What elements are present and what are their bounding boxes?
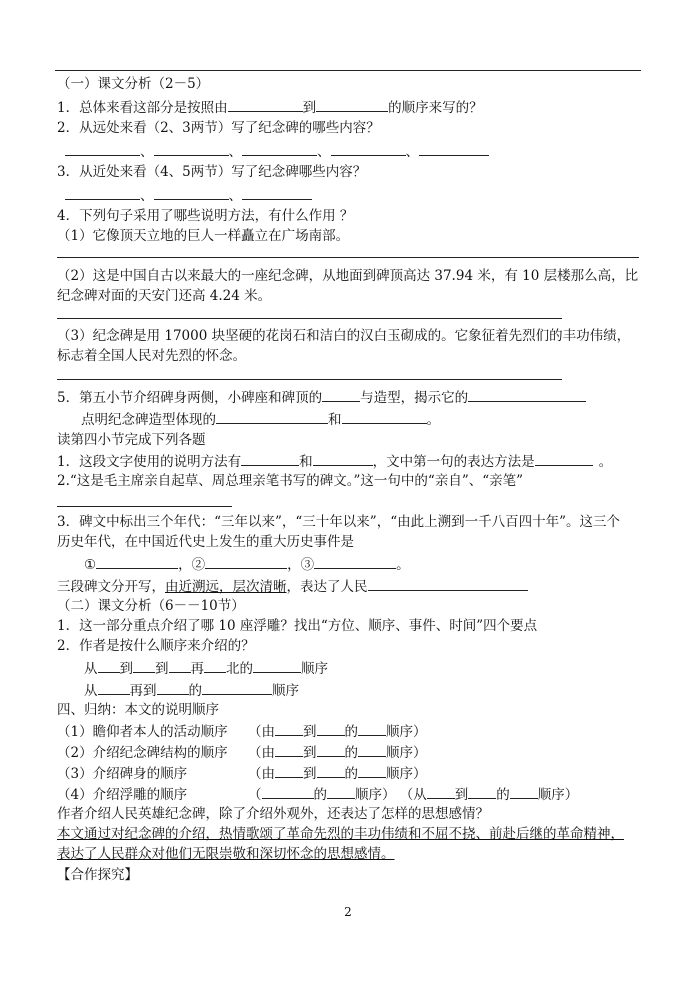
events-answer-row: ① ，② ，③ 。 — [84, 554, 410, 574]
sentence-3-cont: 标志着全国人民对先烈的怀念。 — [57, 348, 246, 364]
answer-blank[interactable] — [262, 784, 314, 799]
reading-question-1: 1．这段文字使用的说明方法有 和 ，文中第一句的表达方法是 。 — [57, 451, 612, 471]
question-2: 2．从远处来看（2、3两节）写了纪念碑的哪些内容？ — [57, 120, 380, 136]
answer-blank[interactable] — [468, 784, 496, 799]
answer-blank[interactable] — [275, 721, 303, 736]
answer-blank[interactable] — [157, 680, 189, 695]
answer-blank[interactable] — [96, 554, 178, 569]
section-heading-summary: 四、归纳：本文的说明顺序 — [57, 702, 219, 718]
reading-question-2: 2.“这是毛主席亲自起草、周总理亲笔书写的碑文。”这一句中的“亲自”、“亲笔” — [57, 473, 524, 489]
question-1: 1．总体来看这部分是按照由 到 的顺序来写的？ — [57, 97, 483, 117]
summary-item-3: （3）介绍碑身的顺序 （由 到 的 顺序） — [57, 763, 427, 783]
reading-question-3: 3．碑文中标出三个年代：“三年以来”，“三十年以来”，“由此上溯到一千八百四十年”。这三个 — [57, 514, 620, 530]
answer-blank[interactable] — [327, 784, 355, 799]
answer-blank[interactable] — [154, 185, 229, 200]
answer-blank[interactable] — [314, 554, 396, 569]
inscription-summary: 三段碑文分开写，由近溯远，层次清晰，表达了人民 — [57, 576, 528, 596]
answer-blank[interactable] — [535, 451, 593, 466]
answer-blank[interactable] — [253, 658, 301, 673]
order-answer-row-2: 从 再到 的 顺序 — [84, 680, 299, 700]
answer-blank[interactable] — [342, 409, 427, 424]
section-heading-1: （一）课文分析（2－5） — [57, 76, 210, 92]
answer-blank[interactable] — [65, 185, 140, 200]
answer-blank[interactable] — [202, 680, 272, 695]
answer-blank[interactable] — [241, 451, 299, 466]
answer-blank[interactable] — [98, 658, 120, 673]
thought-answer-line-2: 表达了人民群众对他们无限崇敬和深切怀念的思想感情。 — [57, 846, 395, 862]
answer-blank[interactable] — [133, 658, 155, 673]
answer-blank[interactable] — [358, 742, 386, 757]
part2-question-2: 2．作者是按什么顺序来介绍的？ — [57, 638, 255, 654]
reading-question-3-cont: 历史年代，在中国近代史上发生的重大历史事件是 — [57, 534, 354, 550]
answer-blank[interactable] — [317, 742, 345, 757]
summary-item-1: （1）瞻仰者本人的活动顺序 （由 到 的 顺序） — [57, 721, 427, 741]
sentence-2-cont: 纪念碑对面的天安门还高 4.24 米。 — [57, 288, 272, 304]
section-heading-2: （二）课文分析（6－－10节） — [57, 598, 245, 614]
summary-item-4: （4）介绍浮雕的顺序 （ 的 顺序） （从 到 的 顺序） — [57, 784, 578, 804]
answer-blank[interactable] — [154, 141, 229, 156]
summary-item-2: （2）介绍纪念碑结构的顺序 （由 到 的 顺序） — [57, 742, 427, 762]
answer-blank[interactable] — [98, 680, 130, 695]
question-3: 3．从近处来看（4、5两节）写了纪念碑哪些内容？ — [57, 164, 367, 180]
answer-blank[interactable] — [313, 451, 373, 466]
thought-question: 作者介绍人民英雄纪念碑，除了介绍外观外，还表达了怎样的思想感情？ — [57, 806, 489, 822]
answer-blank[interactable] — [317, 721, 345, 736]
answer-line[interactable] — [57, 318, 562, 319]
answer-blank[interactable] — [427, 784, 455, 799]
answer-blank[interactable] — [419, 141, 489, 156]
sentence-1: （1）它像顶天立地的巨人一样矗立在广场南部。 — [57, 228, 350, 244]
thought-answer-line-1: 本文通过对纪念碑的介绍，热情歌颂了革命先烈的丰功伟绩和不屈不挠、前赴后继的革命精神， — [57, 826, 624, 842]
answer-blank[interactable] — [468, 387, 586, 402]
answer-blank[interactable] — [169, 658, 191, 673]
answer-blank[interactable] — [358, 721, 386, 736]
answer-blank[interactable] — [205, 554, 287, 569]
section-heading-reading: 读第四小节完成下列各题 — [57, 432, 206, 448]
question-5-cont: 点明纪念碑造型体现的 和 。 — [81, 409, 440, 429]
order-answer-row-1: 从 到 到 再 北的 顺序 — [84, 658, 328, 678]
part2-question-1: 1．这一部分重点介绍了哪 10 座浮雕？找出“方位、顺序、事件、时间”四个要点 — [57, 618, 538, 634]
question-4: 4．下列句子采用了哪些说明方法，有什么作用 ？ — [57, 208, 354, 224]
sentence-2: （2）这是中国自古以来最大的一座纪念碑，从地面到碑顶高达 37.94 米，有 10 层楼那么高，比 — [57, 268, 639, 284]
cooperative-inquiry-heading: 【合作探究】 — [57, 867, 138, 883]
answer-line[interactable] — [57, 379, 562, 380]
answer-blank[interactable] — [242, 141, 317, 156]
answer-row-2: 、 、 、 、 — [57, 141, 489, 161]
answer-blank[interactable] — [358, 763, 386, 778]
answer-blank[interactable] — [317, 763, 345, 778]
sentence-3: （3）纪念碑是用 17000 块坚硬的花岗石和洁白的汉白玉砌成的。它象征着先烈们的丰功伟绩， — [57, 328, 631, 344]
answer-blank[interactable] — [204, 658, 226, 673]
question-5: 5．第五小节介绍碑身两侧，小碑座和碑顶的 与造型，揭示它的 — [57, 387, 586, 407]
answer-blank[interactable] — [510, 784, 538, 799]
answer-blank[interactable] — [216, 409, 328, 424]
answer-blank[interactable] — [65, 141, 140, 156]
answer-line[interactable] — [57, 257, 639, 258]
answer-blank[interactable] — [368, 576, 528, 591]
answer-blank[interactable] — [275, 742, 303, 757]
top-rule — [55, 70, 641, 71]
answer-blank[interactable] — [322, 387, 360, 402]
answer-blank[interactable] — [331, 141, 406, 156]
page-number: 2 — [344, 905, 352, 919]
answer-row-3: 、 、 — [57, 185, 312, 205]
answer-blank[interactable] — [275, 763, 303, 778]
answer-line[interactable] — [57, 506, 232, 507]
answer-blank[interactable] — [242, 185, 312, 200]
answer-blank[interactable] — [316, 97, 388, 112]
answer-blank[interactable] — [228, 97, 303, 112]
